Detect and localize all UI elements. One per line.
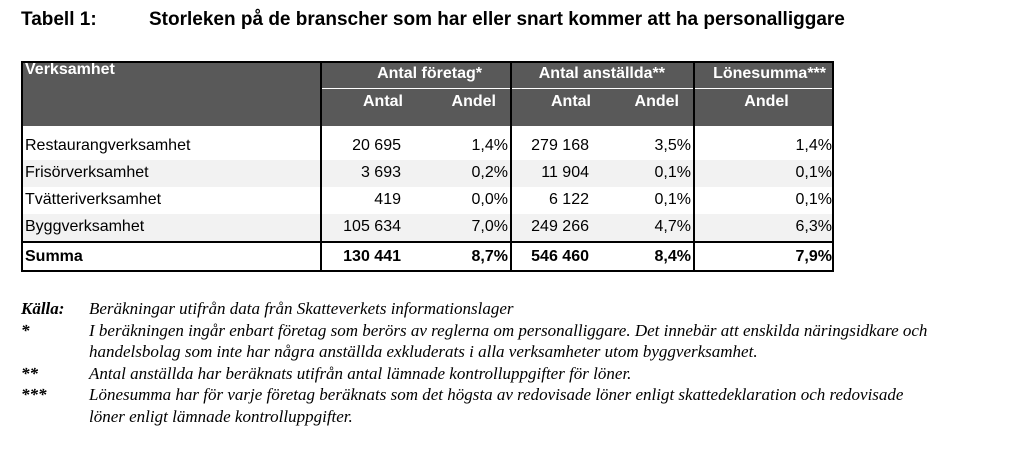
footnote-text-line: handelsbolag som inte har några anställda exkluderats i alla verksamheter utom byggverksamhet. [89, 342, 758, 361]
table-row [21, 187, 834, 214]
total-foretag-andel: 8,7% [417, 242, 511, 272]
footnote-text-line: löner enligt lämnade kontrolluppgifter. [89, 406, 353, 426]
source-text: Beräkningar utifrån data från Skatteverkets informationslager [89, 299, 514, 318]
cell-lonesumma-andel: 6,3% [694, 214, 834, 242]
cell-anstallda-antal: 279 168 [531, 136, 589, 154]
cell-foretag-antal: 20 695 [352, 136, 401, 154]
total-anstallda-antal: 546 460 [511, 242, 605, 272]
header-antal-foretag: Antal företag* [321, 61, 511, 88]
cell-anstallda-andel: 4,7% [605, 214, 694, 242]
cell-foretag-andel: 0,0% [417, 187, 511, 214]
header-lonesumma: Lönesumma*** [694, 61, 834, 88]
footnote-text-line: Antal anställda har beräknats utifrån antal lämnade kontrolluppgifter för löner. [89, 363, 632, 383]
cell-foretag-andel: 1,4% [417, 126, 511, 160]
row-label: Byggverksamhet [21, 214, 321, 242]
row-label: Restaurangverksamhet [21, 126, 321, 160]
footnote-2 [21, 363, 927, 385]
cell-anstallda-andel: 3,5% [605, 126, 694, 160]
cell-foretag-antal: 105 634 [321, 214, 417, 242]
cell-lonesumma-andel: 1,4% [795, 136, 832, 154]
footnote-marker: *** [21, 385, 47, 404]
cell-foretag-antal: 3 693 [321, 160, 417, 187]
industry-size-table [21, 61, 834, 272]
total-row [21, 242, 834, 272]
footnote-marker: * [21, 320, 30, 340]
footnote-text-line: Lönesumma har för varje företag beräknats som det högsta av redovisade löner enligt skattedeklaration och redovisade [89, 385, 904, 404]
header-antal-anstallda: Antal anställda** [511, 61, 694, 88]
footnote-1 [21, 320, 927, 363]
cell-lonesumma-andel: 0,1% [795, 191, 832, 208]
table-title: Storleken på de branscher som har eller snart kommer att ha personalliggare [149, 9, 845, 30]
cell-foretag-antal: 419 [374, 191, 401, 208]
table-number: Tabell 1: [21, 9, 97, 30]
table-notes [21, 298, 927, 427]
total-label: Summa [21, 242, 321, 272]
cell-anstallda-andel: 0,1% [605, 187, 694, 214]
header-sub-andel: Andel [417, 88, 511, 126]
cell-anstallda-andel: 0,1% [605, 160, 694, 187]
table-row [21, 214, 834, 242]
cell-lonesumma-andel: 0,1% [694, 160, 834, 187]
header-sub-antal: Antal [321, 88, 417, 126]
footnote-marker: ** [21, 363, 38, 383]
cell-anstallda-antal: 11 904 [511, 160, 605, 187]
table-row [21, 160, 834, 187]
total-foretag-antal: 130 441 [321, 242, 417, 272]
cell-anstallda-antal: 6 122 [548, 191, 589, 208]
source-marker: Källa: [21, 299, 65, 318]
header-sub-andel: Andel [694, 88, 834, 126]
header-verksamhet: Verksamhet [21, 61, 321, 126]
header-sub-andel: Andel [605, 88, 694, 126]
row-label: Tvätteriverksamhet [21, 187, 321, 214]
row-label: Frisörverksamhet [21, 160, 321, 187]
footnote-text-line: I beräkningen ingår enbart företag som berörs av reglerna om personalliggare. Det innebär att enskilda näringsidkare och [89, 320, 928, 340]
header-row-groups [21, 61, 834, 88]
source-note [21, 298, 927, 320]
header-sub-antal: Antal [511, 88, 605, 126]
cell-foretag-andel: 0,2% [417, 160, 511, 187]
total-anstallda-andel: 8,4% [605, 242, 694, 272]
total-lonesumma-andel: 7,9% [694, 242, 834, 272]
cell-anstallda-antal: 249 266 [511, 214, 605, 242]
cell-foretag-andel: 7,0% [417, 214, 511, 242]
table-row [21, 126, 834, 160]
footnote-3 [21, 384, 927, 427]
